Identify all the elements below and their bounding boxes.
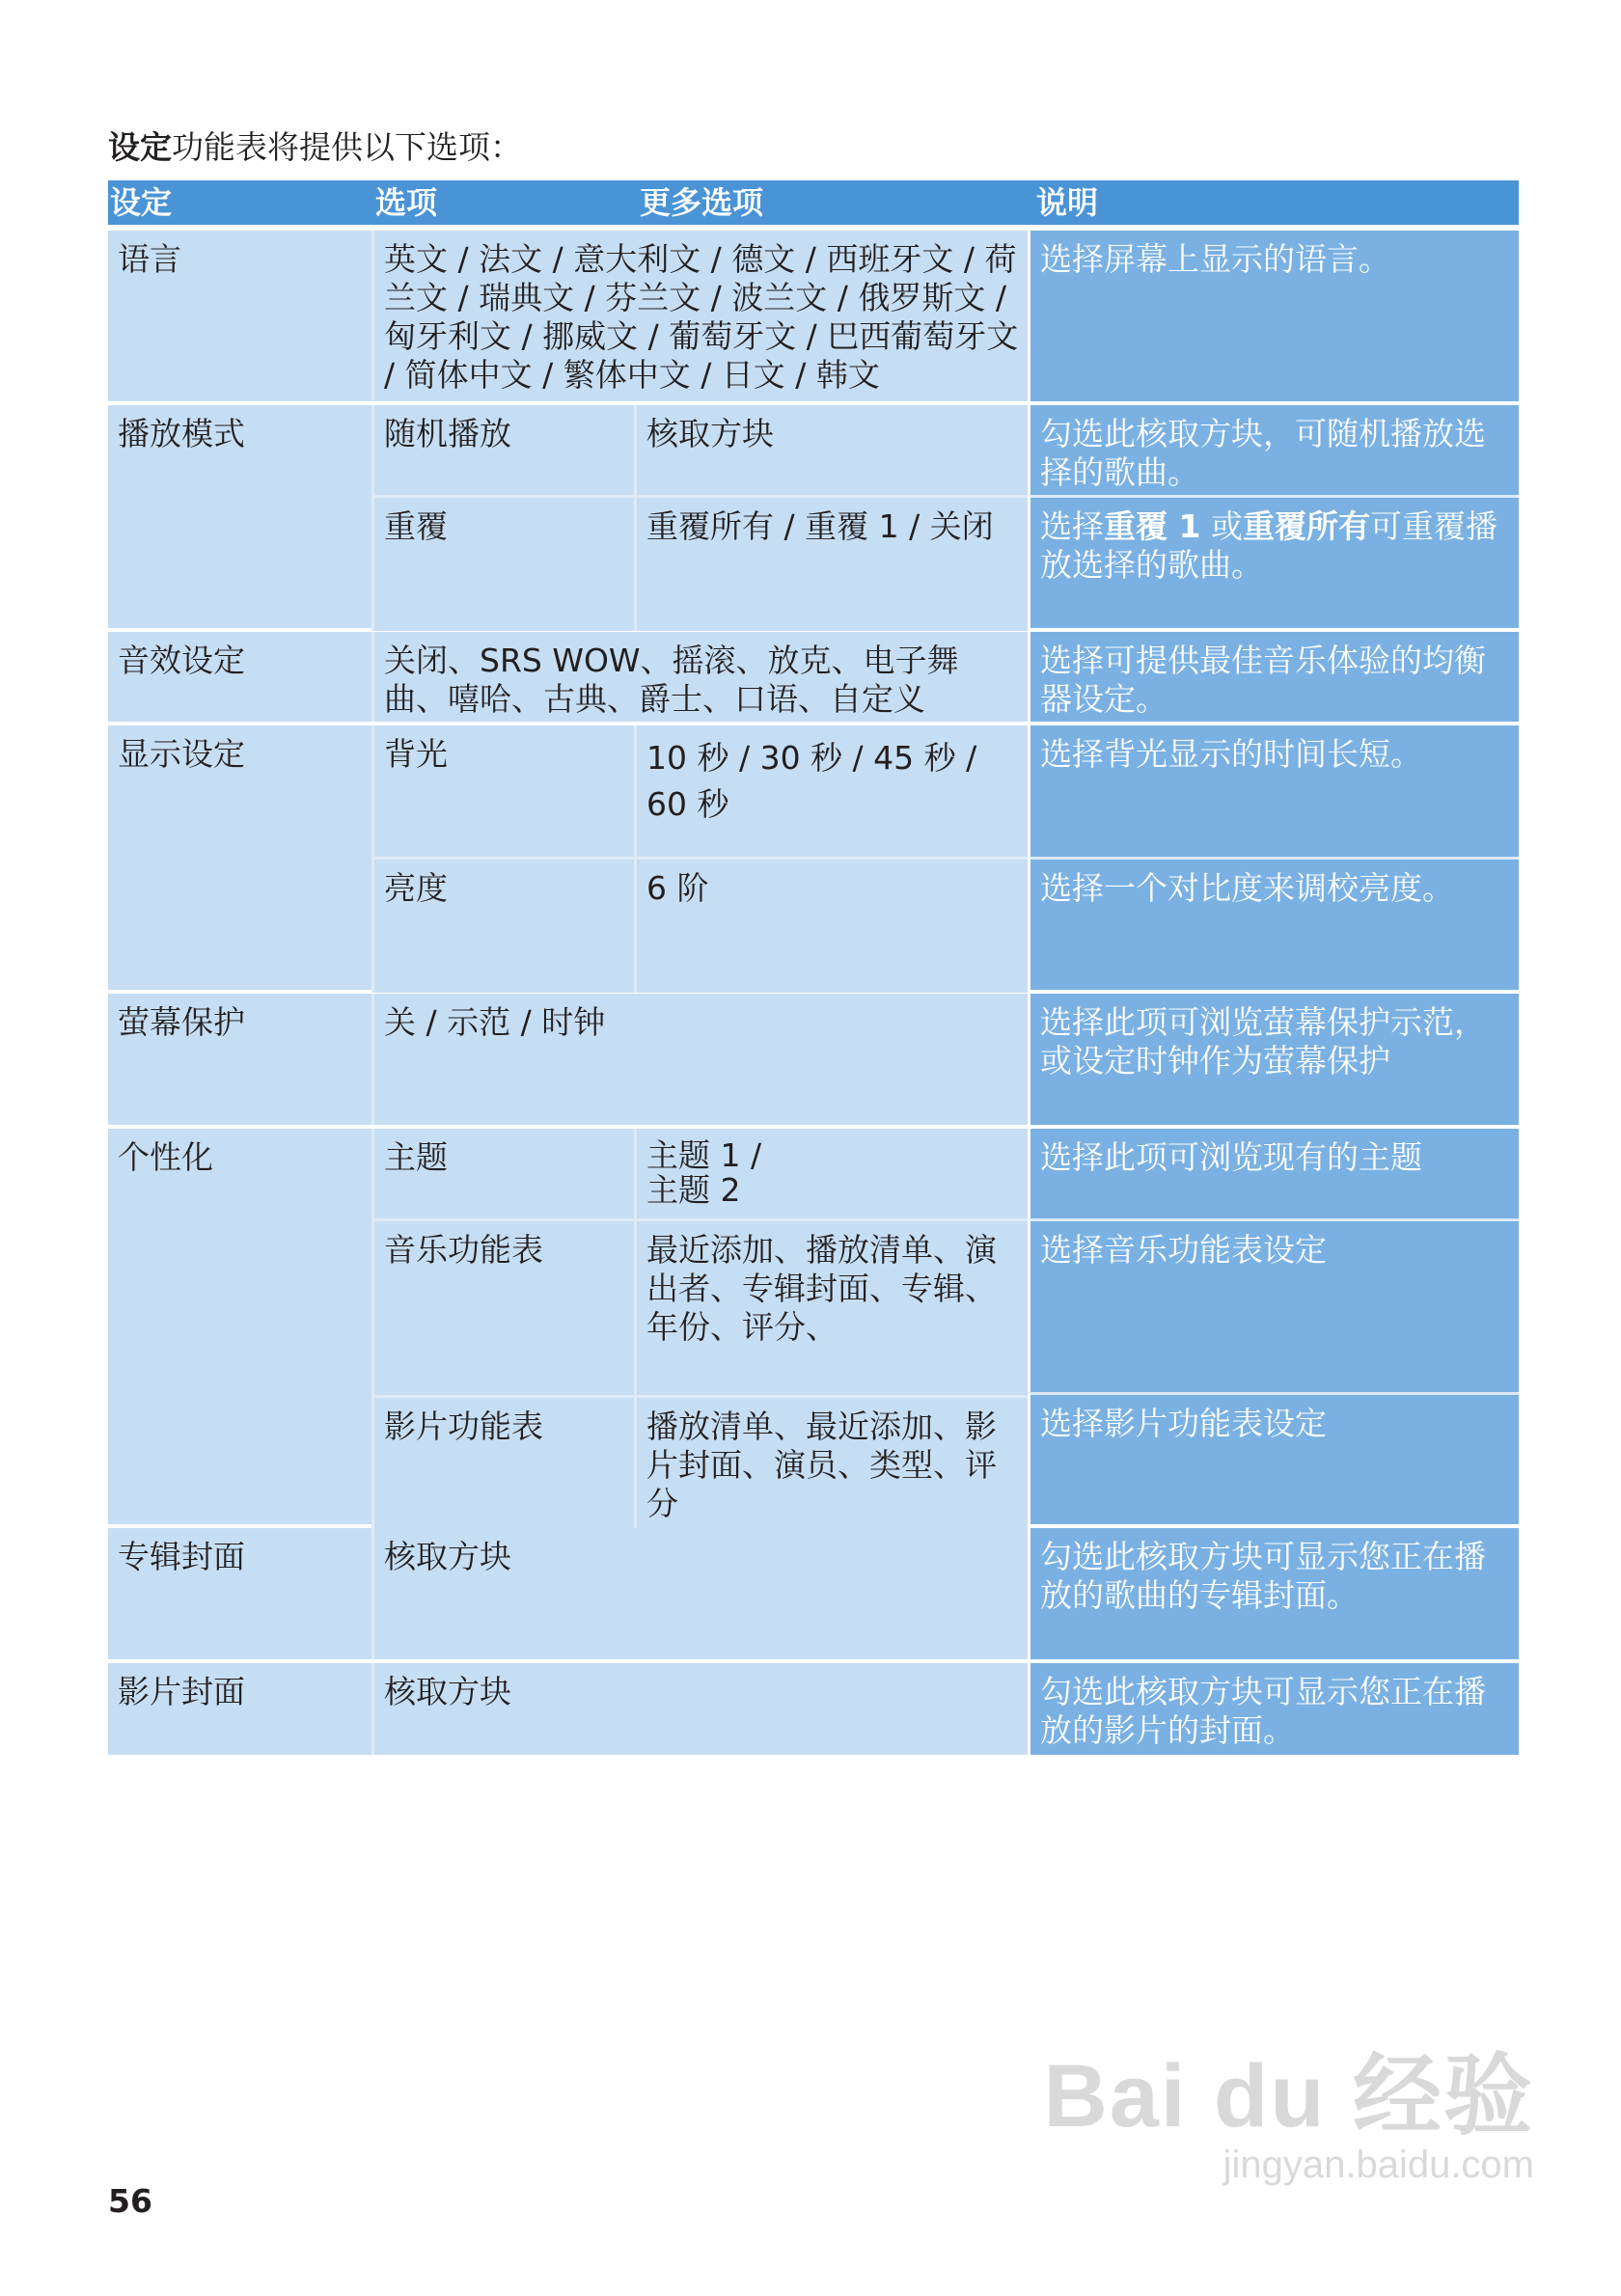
- desc-video-menu: 选择影片功能表设定: [1028, 1392, 1519, 1524]
- subrow-shuffle: [371, 405, 1028, 495]
- subrow-theme: [371, 1129, 1028, 1218]
- row-language: [108, 231, 1519, 401]
- more-video-menu: 播放清单、最近添加、影片封面、演员、类型、评分: [634, 1398, 1028, 1530]
- subrow-video-menu: [371, 1395, 1028, 1530]
- setting-video-art: 影片封面: [108, 1663, 371, 1755]
- more-music-menu: 最近添加、播放清单、演出者、专辑封面、专辑、年份、评分、: [634, 1221, 1028, 1395]
- option-brightness: 亮度: [371, 860, 634, 993]
- header-option: 选项: [375, 184, 438, 221]
- desc-brightness: 选择一个对比度来调校亮度。: [1028, 857, 1519, 990]
- settings-table: [108, 180, 1519, 1755]
- options-album-art: 核取方块: [371, 1528, 1028, 1659]
- desc-repeat: [1028, 495, 1519, 628]
- desc-screensaver: 选择此项可浏览萤幕保护示范，或设定时钟作为萤幕保护: [1028, 994, 1519, 1125]
- desc-repeat-bold1: 重覆 1: [1104, 507, 1201, 545]
- options-screensaver: 关 / 示范 / 时钟: [371, 994, 1028, 1125]
- setting-screensaver: 萤幕保护: [108, 994, 371, 1125]
- row-sound: [108, 632, 1519, 722]
- option-music-menu: 音乐功能表: [371, 1221, 634, 1395]
- subrow-repeat: [371, 495, 1028, 631]
- setting-playmode: 播放模式: [108, 405, 371, 628]
- options-sound: 关闭、SRS WOW、摇滚、放克、电子舞曲、嘻哈、古典、爵士、口语、自定义: [371, 632, 1028, 722]
- setting-album-art: 专辑封面: [108, 1528, 371, 1659]
- option-shuffle: 随机播放: [371, 405, 634, 495]
- desc-language: 选择屏幕上显示的语言。: [1028, 231, 1519, 401]
- option-backlight: 背光: [371, 725, 634, 857]
- header-more-options: 更多选项: [640, 184, 764, 221]
- setting-display: 显示设定: [108, 725, 371, 990]
- more-repeat: 重覆所有 / 重覆 1 / 关闭: [634, 498, 1028, 631]
- header-description: 说明: [1036, 184, 1099, 221]
- row-screensaver: [108, 994, 1519, 1125]
- option-repeat: 重覆: [371, 498, 634, 631]
- row-video-art: [108, 1663, 1519, 1755]
- watermark-url: jingyan.baidu.com: [1223, 2144, 1534, 2186]
- page-number: 56: [108, 2182, 152, 2220]
- desc-music-menu: 选择音乐功能表设定: [1028, 1218, 1519, 1392]
- desc-repeat-mid: 或: [1200, 507, 1243, 545]
- options-language: 英文 / 法文 / 意大利文 / 德文 / 西班牙文 / 荷兰文 / 瑞典文 / 芬兰文 / 波兰文 / 俄罗斯文 / 匈牙利文 / 挪威文 / 葡萄牙文 / 巴西葡萄牙文 / 简体中文 / 繁体中文 / 日文 / 韩文: [371, 231, 1028, 401]
- desc-album-art: 勾选此核取方块可显示您正在播放的歌曲的专辑封面。: [1028, 1528, 1519, 1659]
- setting-personalize: 个性化: [108, 1129, 371, 1524]
- header-setting: 设定: [110, 184, 173, 221]
- desc-repeat-pre: 选择: [1040, 507, 1104, 545]
- option-video-menu: 影片功能表: [371, 1398, 634, 1530]
- subrow-brightness: [371, 857, 1028, 993]
- setting-language: 语言: [108, 231, 371, 401]
- desc-repeat-bold2: 重覆所有: [1242, 507, 1370, 545]
- table-header: [108, 180, 1519, 225]
- setting-sound: 音效设定: [108, 632, 371, 722]
- baidu-watermark: [1043, 2047, 1534, 2187]
- row-display: [108, 725, 1519, 990]
- more-theme-2: 主题 2: [646, 1171, 741, 1209]
- more-brightness: 6 阶: [634, 860, 1028, 993]
- intro-rest: 功能表将提供以下选项：: [172, 128, 522, 166]
- more-theme-1: 主题 1 /: [646, 1136, 762, 1174]
- row-playmode: [108, 405, 1519, 628]
- row-album-art: [108, 1528, 1519, 1659]
- more-theme: [634, 1129, 1028, 1218]
- desc-theme: 选择此项可浏览现有的主题: [1028, 1129, 1519, 1218]
- intro-bold: 设定: [108, 128, 172, 166]
- more-backlight: 10 秒 / 30 秒 / 45 秒 / 60 秒: [634, 725, 1028, 857]
- row-personalize: [108, 1129, 1519, 1524]
- subrow-music-menu: [371, 1218, 1028, 1395]
- watermark-brand: Bai du 经验: [1043, 2047, 1534, 2146]
- desc-video-art: 勾选此核取方块可显示您正在播放的影片的封面。: [1028, 1663, 1519, 1755]
- subrow-backlight: [371, 725, 1028, 857]
- more-shuffle: 核取方块: [634, 405, 1028, 495]
- option-theme: 主题: [371, 1129, 634, 1218]
- options-video-art: 核取方块: [371, 1663, 1028, 1755]
- intro-line: [108, 128, 522, 167]
- desc-shuffle: 勾选此核取方块，可随机播放选择的歌曲。: [1028, 405, 1519, 495]
- desc-sound: 选择可提供最佳音乐体验的均衡器设定。: [1028, 632, 1519, 722]
- desc-backlight: 选择背光显示的时间长短。: [1028, 725, 1519, 857]
- desc-repeat-post: 可重覆播放选择的歌曲。: [1040, 507, 1497, 584]
